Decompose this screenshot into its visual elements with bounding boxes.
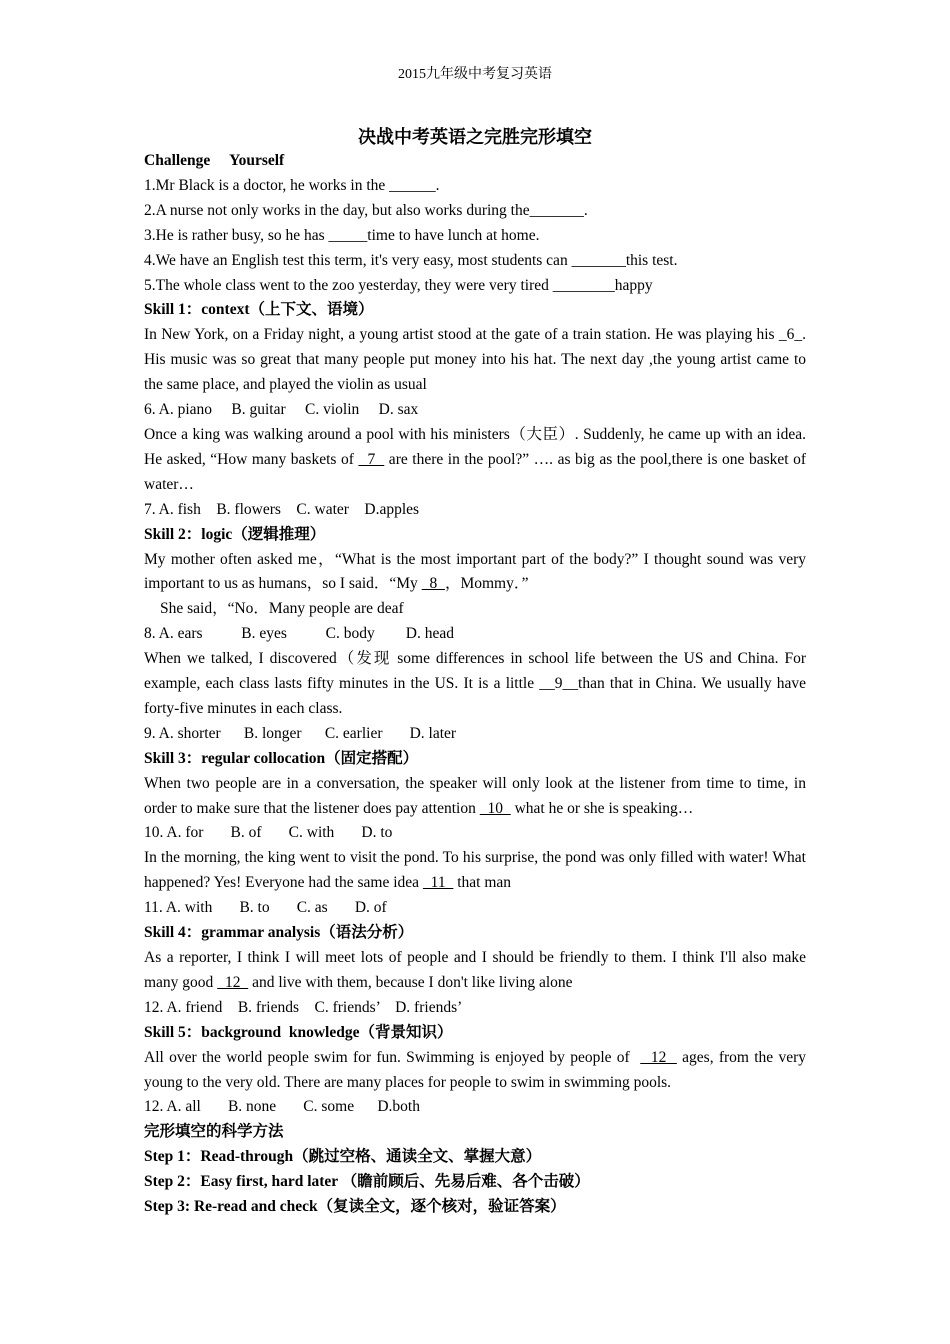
question-12b-options: 12. A. all B. none C. some D.both [144,1098,420,1116]
blank-8: 8 [421,575,445,593]
challenge-item-2: 2.A nurse not only works in the day, but also works during the_______. [144,201,588,219]
document-title: 决战中考英语之完胜完形填空 [358,127,592,147]
blank-11: 11 [422,874,454,892]
passage-text: what he or she is speaking… [510,799,694,817]
passage-text: When we talked, I discovered（发现 some differences in school life between the US and China. For example, each class lasts fifty minutes in the US. It is a little [144,650,806,693]
skill2-passage-1 [144,548,806,598]
passage-text: . His music was so great that many people put money into his hat. The next day ,the young artist came to the same place, and played the violin as usual [144,326,806,394]
passage-text: that man [453,874,512,892]
passage-text: Once a king was walking around a pool with his ministers（大臣）. Suddenly, he came up with an idea. He asked, “How many baskets of [144,425,806,468]
passage-text: and live with them, because I don't like living alone [248,973,573,991]
passage-text: are there in the pool?” …. as big as the pool,there is one basket of water… [144,450,806,493]
skill5-heading: Skill 5：background knowledge（背景知识） [144,1023,453,1041]
question-8-options: 8. A. ears B. eyes C. body D. head [144,625,454,643]
method-heading: 完形填空的科学方法 [144,1123,284,1141]
method-step-2: Step 2：Easy first, hard later （瞻前顾后、先易后难、各个击破） [144,1173,590,1191]
skill1-passage-2 [144,423,806,498]
skill4-passage-1 [144,946,806,996]
passage-text: than that in China. We usually have forty-five minutes in each class. [144,675,807,717]
challenge-item-3: 3.He is rather busy, so he has _____time to have lunch at home. [144,226,540,244]
page-header: 2015九年级中考复习英语 [398,67,552,82]
challenge-item-4: 4.We have an English test this term, it's very easy, most students can _______this test. [144,251,678,269]
passage-text: In the morning, the king went to visit the pond. To his surprise, the pond was only filled with water! What happened? Yes! Everyone had the same idea [144,849,806,892]
skill1-passage-1 [144,323,806,398]
skill2-heading: Skill 2：logic（逻辑推理） [144,525,326,543]
skill1-heading: Skill 1：context（上下文、语境） [144,301,374,319]
document-body [144,149,806,1220]
passage-text: All over the world people swim for fun. Swimming is enjoyed by people of [144,1048,641,1066]
passage-text: ，Mommy．” [444,575,529,593]
blank-6: _6_ [778,326,803,344]
blank-12: 12 [217,973,249,991]
skill3-heading: Skill 3：regular collocation（固定搭配） [144,749,419,767]
blank-9: __9__ [539,675,579,693]
passage-text: As a reporter, I think I will meet lots of people and I should be friendly to them. I think I'll also make many good [144,949,806,991]
question-11-options: 11. A. with B. to C. as D. of [144,899,387,917]
skill3-passage-2 [144,846,806,896]
question-6-options: 6. A. piano B. guitar C. violin D. sax [144,401,419,419]
passage-text: My mother often asked me，“What is the most important part of the body?” I thought sound was very important to us as humans，so I said．“My [144,550,806,593]
blank-12b: 12 [640,1048,677,1066]
challenge-item-5: 5.The whole class went to the zoo yesterday, they were very tired ________happy [144,276,653,294]
passage-text: In New York, on a Friday night, a young artist stood at the gate of a train station. He was playing his [144,326,779,344]
question-12-options: 12. A. friend B. friends C. friends’ D. friends’ [144,998,463,1016]
skill2-passage-1-continued: She said，“No．Many people are deaf [160,600,404,618]
question-7-options: 7. A. fish B. flowers C. water D.apples [144,500,420,518]
blank-7: 7 [358,450,385,468]
question-9-options: 9. A. shorter B. longer C. earlier D. later [144,724,457,742]
passage-text: When two people are in a conversation, the speaker will only look at the listener from time to time, in order to make sure that the listener does pay attention [144,774,806,817]
challenge-item-1: 1.Mr Black is a doctor, he works in the ______. [144,176,440,194]
method-step-3: Step 3: Re-read and check（复读全文，逐个核对，验证答案） [144,1198,566,1216]
question-10-options: 10. A. for B. of C. with D. to [144,824,393,842]
blank-10: 10 [479,799,511,817]
passage-text: ages, from the very young to the very old. There are many places for people to swim in swimming pools. [144,1048,806,1091]
method-step-1: Step 1：Read-through（跳过空格、通读全文、掌握大意） [144,1148,542,1166]
skill5-passage-1 [144,1046,806,1096]
challenge-heading: Challenge Yourself [144,152,285,169]
skill4-heading: Skill 4：grammar analysis（语法分析） [144,924,414,942]
skill2-passage-2 [144,647,806,722]
skill3-passage-1 [144,772,806,822]
